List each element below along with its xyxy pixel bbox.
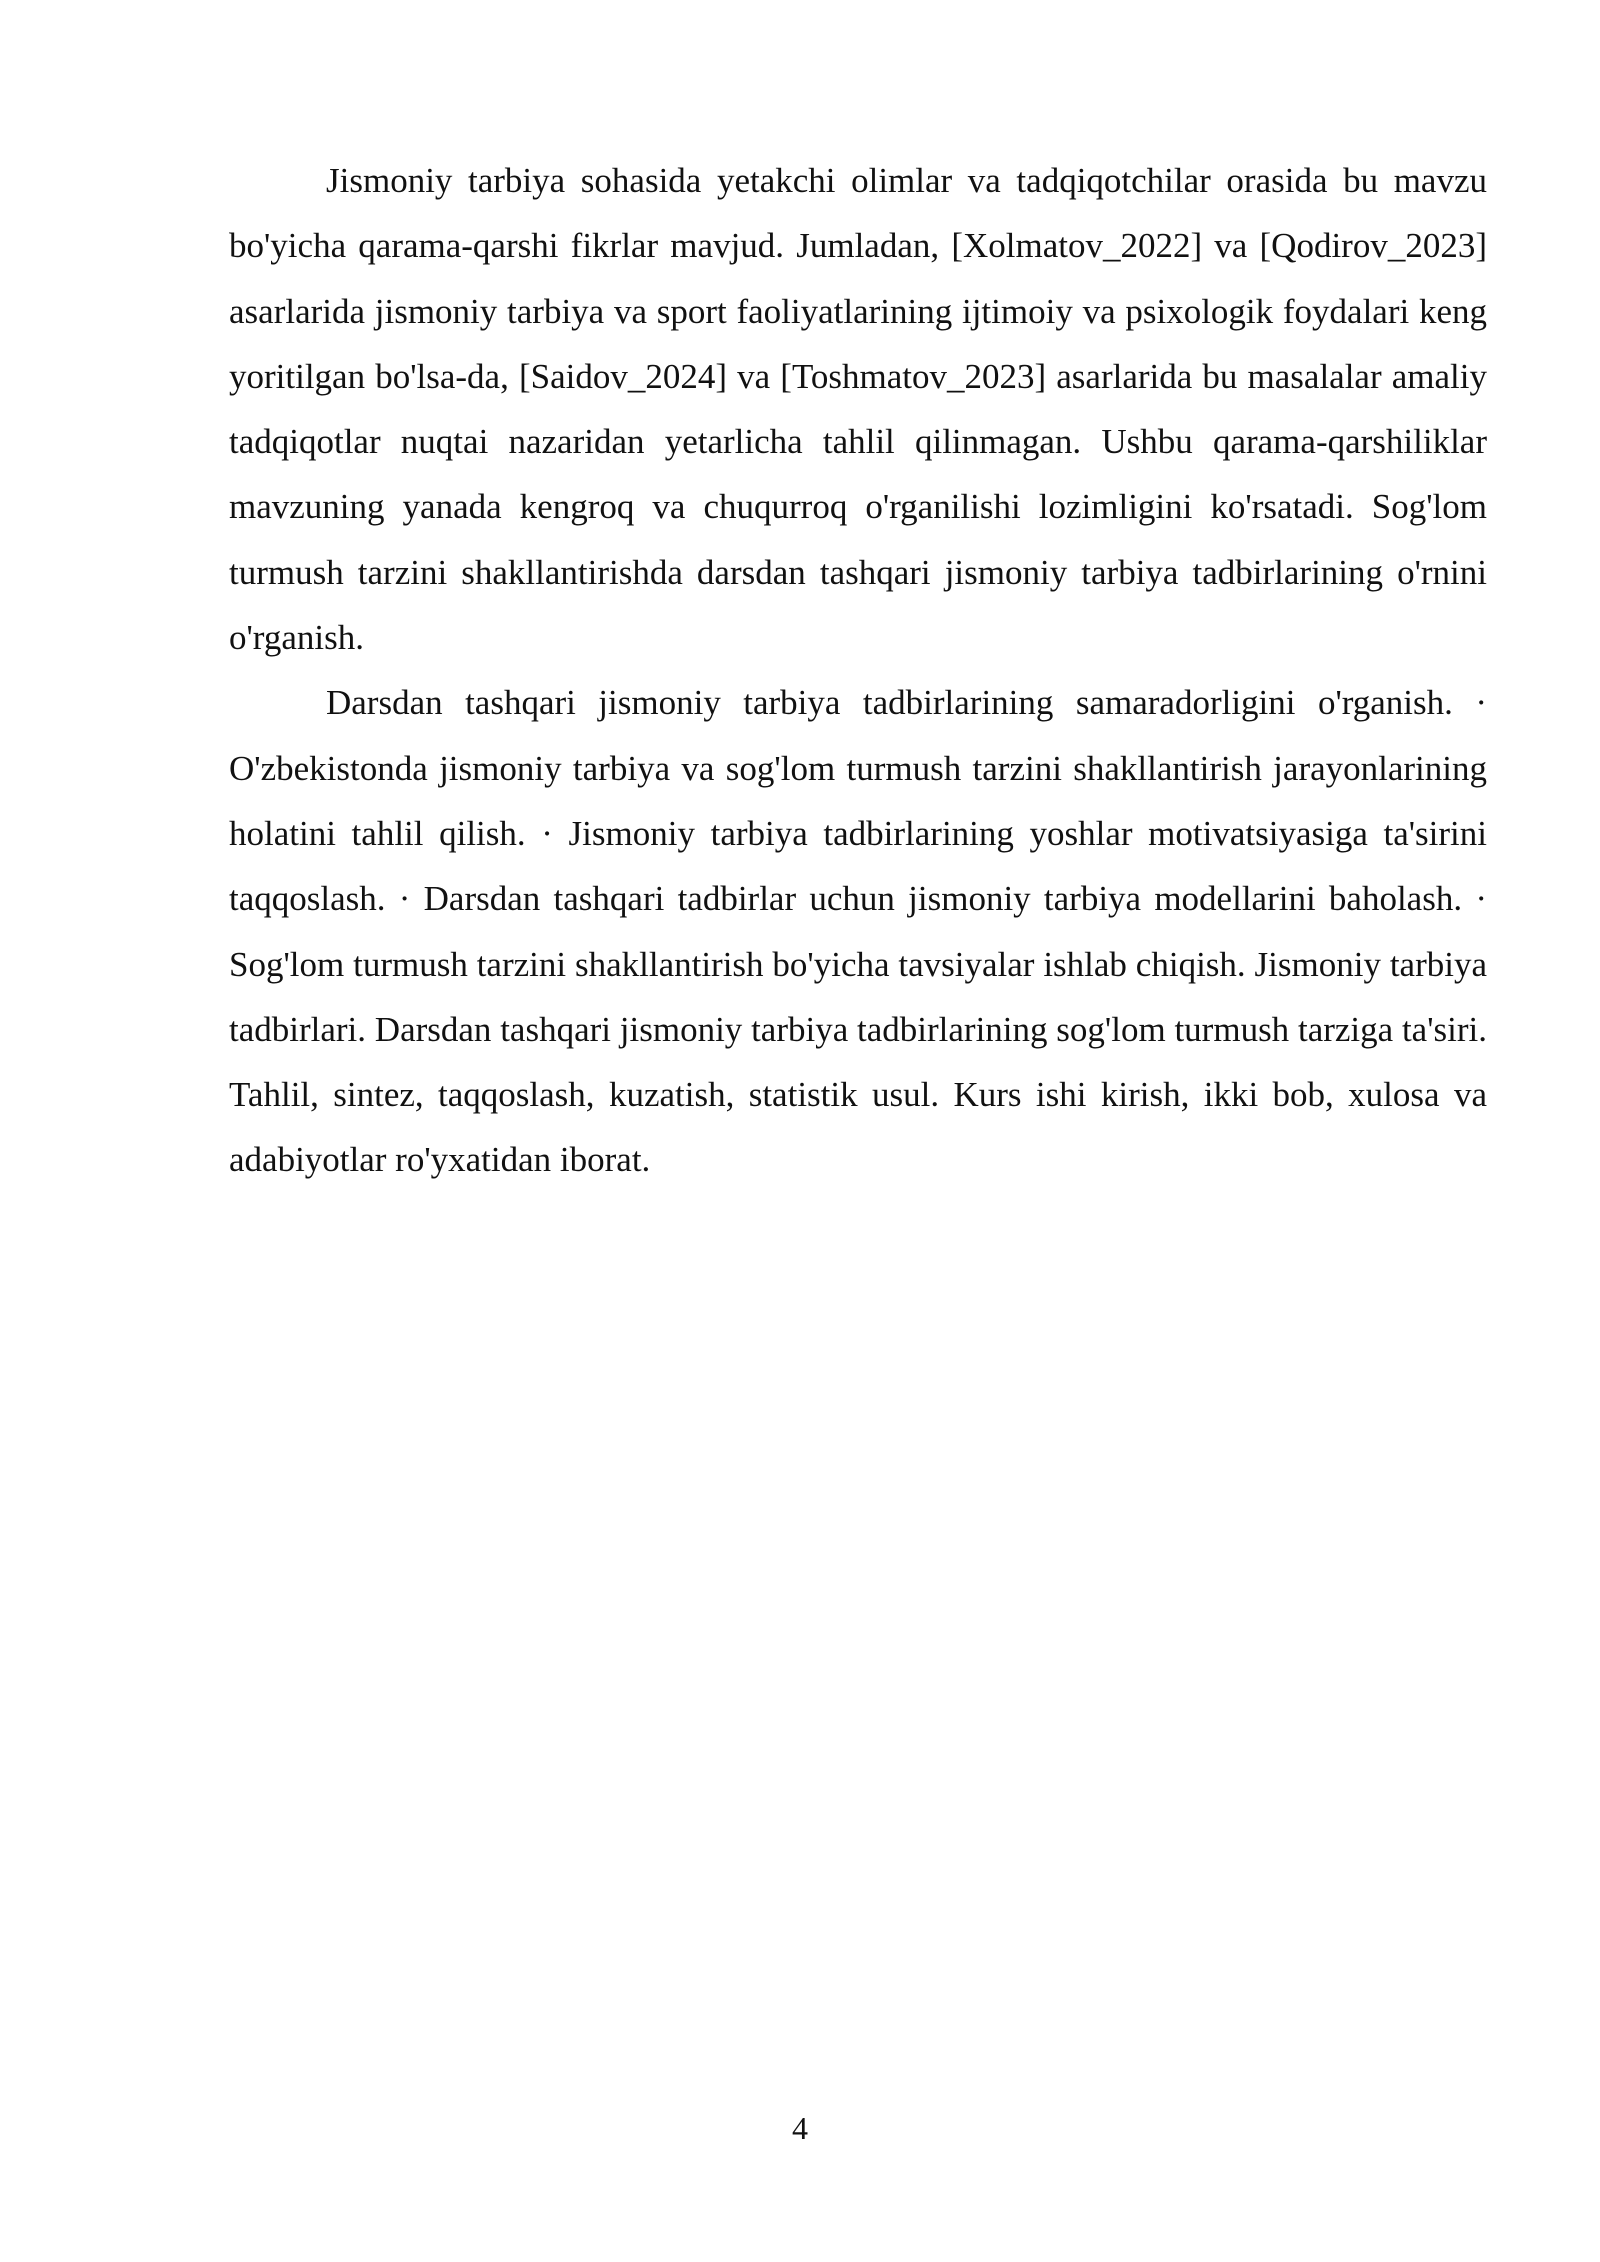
paragraph-2: Darsdan tashqari jismoniy tarbiya tadbirlarining samaradorligini o'rganish. · O'zbekistonda jismoniy tarbiya va sog'lom turmush tarzini shakllantirish jarayonlarining holatini tahlil qilish. · Jismoniy tarbiya tadbirlarining yoshlar motivatsiyasiga ta'sirini taqqoslash. · Darsdan tashqari tadbirlar uchun jismoniy tarbiya modellarini baholash. · Sog'lom turmush tarzini shakllantirish bo'yicha tavsiyalar ishlab chiqish. Jismoniy tarbiya tadbirlari. Darsdan tashqari jismoniy tarbiya tadbirlarining sog'lom turmush tarziga ta'siri. Tahlil, sintez, taqqoslash, kuzatish, statistik usul. Kurs ishi kirish, ikki bob, xulosa va adabiyotlar ro'yxatidan iborat. [229,683,1487,1180]
body-text [229,148,1487,1193]
page-number: 4 [792,2110,808,2146]
paragraph-1: Jismoniy tarbiya sohasida yetakchi olimlar va tadqiqotchilar orasida bu mavzu bo'yicha qarama-qarshi fikrlar mavjud. Jumladan, [Xolmatov_2022] va [Qodirov_2023] asarlarida jismoniy tarbiya va sport faoliyatlarining ijtimoiy va psixologik foydalari keng yoritilgan bo'lsa-da, [Saidov_2024] va [Toshmatov_2023] asarlarida bu masalalar amaliy tadqiqotlar nuqtai nazaridan yetarlicha tahlil qilinmagan. Ushbu qarama-qarshiliklar mavzuning yanada kengroq va chuqurroq o'rganilishi lozimligini ko'rsatadi. Sog'lom turmush tarzini shakllantirishda darsdan tashqari jismoniy tarbiya tadbirlarining o'rnini o'rganish. [229,161,1487,658]
